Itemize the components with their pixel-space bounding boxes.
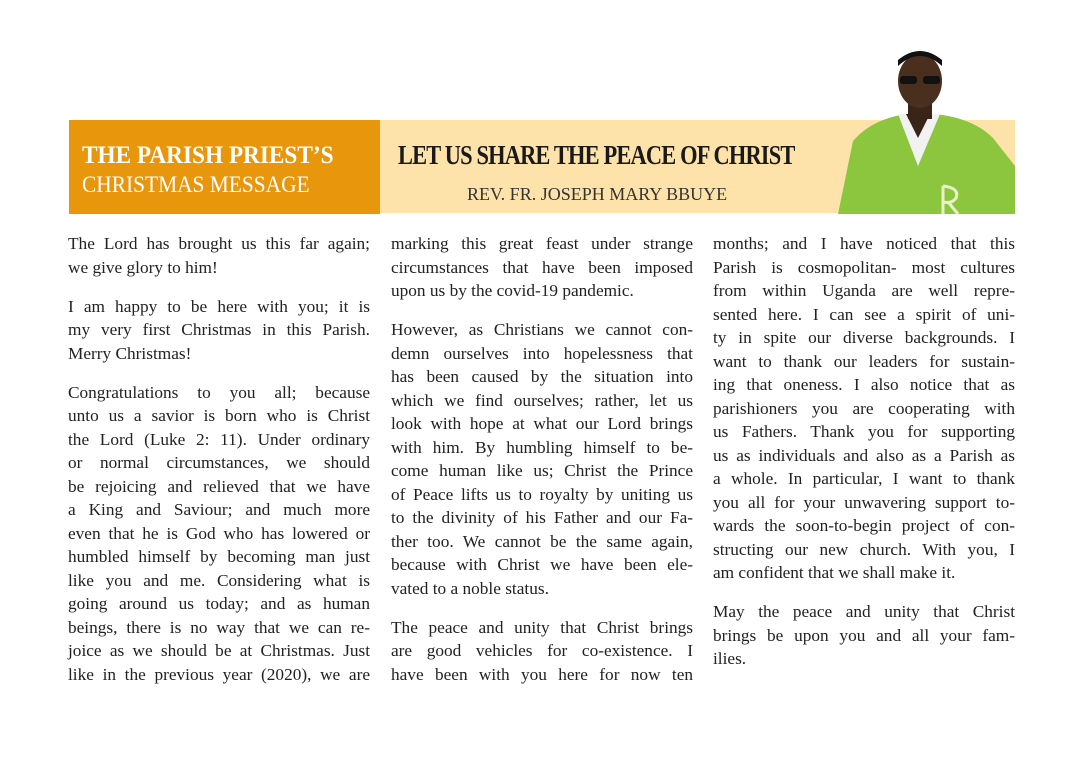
text-line: unto us a savior is born who is Christ bbox=[68, 406, 370, 425]
text-line: the Lord (Luke 2: 11). Under ordinary bbox=[68, 429, 370, 449]
text-line: Congratulations to you all; because bbox=[68, 382, 370, 402]
text-line: want to thank our leaders for sustain- bbox=[713, 351, 1015, 371]
text-line: structing our new church. With you, I bbox=[713, 539, 1015, 559]
text-line: like you and me. Considering what is bbox=[68, 570, 370, 590]
text-line: ing that oneness. I also notice that as bbox=[713, 375, 1015, 394]
text-line: are good vehicles for co-existence. I bbox=[391, 641, 693, 660]
text-line: have been with you here for now ten bbox=[391, 664, 693, 684]
text-line: or normal circumstances, we should bbox=[68, 453, 370, 472]
text-line: months; and I have noticed that this bbox=[713, 234, 1015, 253]
text-line: has been caused by the situation into bbox=[391, 367, 693, 386]
text-line: I am happy to be here with you; it is bbox=[68, 296, 370, 316]
text-line: with him. By humbling himself to be- bbox=[391, 437, 693, 457]
text-line: to the divinity of his Father and our Fa- bbox=[391, 508, 693, 527]
section-title-line2: CHRISTMAS MESSAGE bbox=[82, 172, 310, 197]
text-line: come human like us; Christ the Prince bbox=[391, 461, 693, 480]
headline: LET US SHARE THE PEACE OF CHRIST bbox=[398, 140, 795, 170]
text-line: like in the previous year (2020), we are bbox=[68, 664, 370, 684]
section-title-line1: THE PARISH PRIEST’S bbox=[82, 142, 334, 169]
text-line: However, as Christians we cannot con- bbox=[391, 320, 693, 339]
paragraph bbox=[713, 232, 1015, 585]
text-line: of Peace lifts us to royalty by uniting us bbox=[391, 484, 693, 504]
text-line: joice as we should be at Christmas. Just bbox=[68, 641, 370, 660]
text-line: parishioners you are cooperating with bbox=[713, 398, 1015, 418]
text-line: be rejoicing and relieved that we have bbox=[68, 476, 370, 496]
text-line: sented here. I can see a spirit of uni- bbox=[713, 304, 1015, 324]
text-line: going around us today; and as human bbox=[68, 594, 370, 613]
paragraph bbox=[391, 318, 693, 600]
text-line: May the peace and unity that Christ bbox=[713, 602, 1015, 621]
text-line: look with hope at what our Lord brings bbox=[391, 414, 693, 433]
text-line: ilies. bbox=[713, 649, 747, 668]
text-line: humbled himself by becoming man just bbox=[68, 547, 370, 566]
text-line: us as individuals and also as a Parish as bbox=[713, 445, 1015, 465]
text-line: Parish is cosmopolitan- most cultures bbox=[713, 257, 1015, 277]
paragraph bbox=[391, 232, 693, 303]
paragraph bbox=[68, 295, 370, 366]
paragraph bbox=[68, 381, 370, 687]
text-line: upon us by the covid-19 pandemic. bbox=[391, 281, 634, 300]
text-line: Merry Christmas! bbox=[68, 343, 192, 363]
section-title-box bbox=[69, 120, 380, 214]
paragraph bbox=[68, 232, 370, 279]
text-column-1 bbox=[68, 232, 370, 702]
text-line: which we find ourselves; rather, let us bbox=[391, 390, 693, 410]
text-line: The Lord has brought us this far again; bbox=[68, 234, 370, 253]
text-column-3 bbox=[713, 232, 1015, 686]
text-line: wards the soon-to-begin project of con- bbox=[713, 516, 1015, 535]
text-line: beings, there is no way that we can re- bbox=[68, 617, 370, 637]
text-line: The peace and unity that Christ brings bbox=[391, 617, 693, 637]
text-line: a King and Saviour; and much more bbox=[68, 500, 370, 519]
text-line: brings be upon you and all your fam- bbox=[713, 625, 1015, 645]
text-line: circumstances that have been imposed bbox=[391, 257, 693, 277]
text-line: am confident that we shall make it. bbox=[713, 563, 956, 582]
paragraph bbox=[391, 616, 693, 687]
author-byline: REV. FR. JOSEPH MARY BBUYE bbox=[467, 184, 728, 204]
text-line: my very first Christmas in this Parish. bbox=[68, 320, 370, 339]
text-line: ty in spite our diverse backgrounds. I bbox=[713, 328, 1015, 347]
text-line: vated to a noble status. bbox=[391, 578, 549, 598]
text-line: a whole. In particular, I want to thank bbox=[713, 469, 1015, 488]
text-line: we give glory to him! bbox=[68, 257, 218, 277]
text-line: demn ourselves into hopelessness that bbox=[391, 343, 693, 363]
text-line: from within Uganda are well repre- bbox=[713, 281, 1015, 300]
text-line: us Fathers. Thank you for supporting bbox=[713, 422, 1015, 441]
text-line: even that he is God who has lowered or bbox=[68, 523, 370, 543]
text-line: ther too. We cannot be the same again, bbox=[391, 531, 693, 551]
text-column-2 bbox=[391, 232, 693, 702]
text-line: marking this great feast under strange bbox=[391, 234, 693, 253]
paragraph bbox=[713, 600, 1015, 671]
text-line: you all for your unwavering support to- bbox=[713, 492, 1015, 512]
text-line: because with Christ we have been ele- bbox=[391, 555, 693, 574]
priest-photo bbox=[828, 46, 1015, 214]
